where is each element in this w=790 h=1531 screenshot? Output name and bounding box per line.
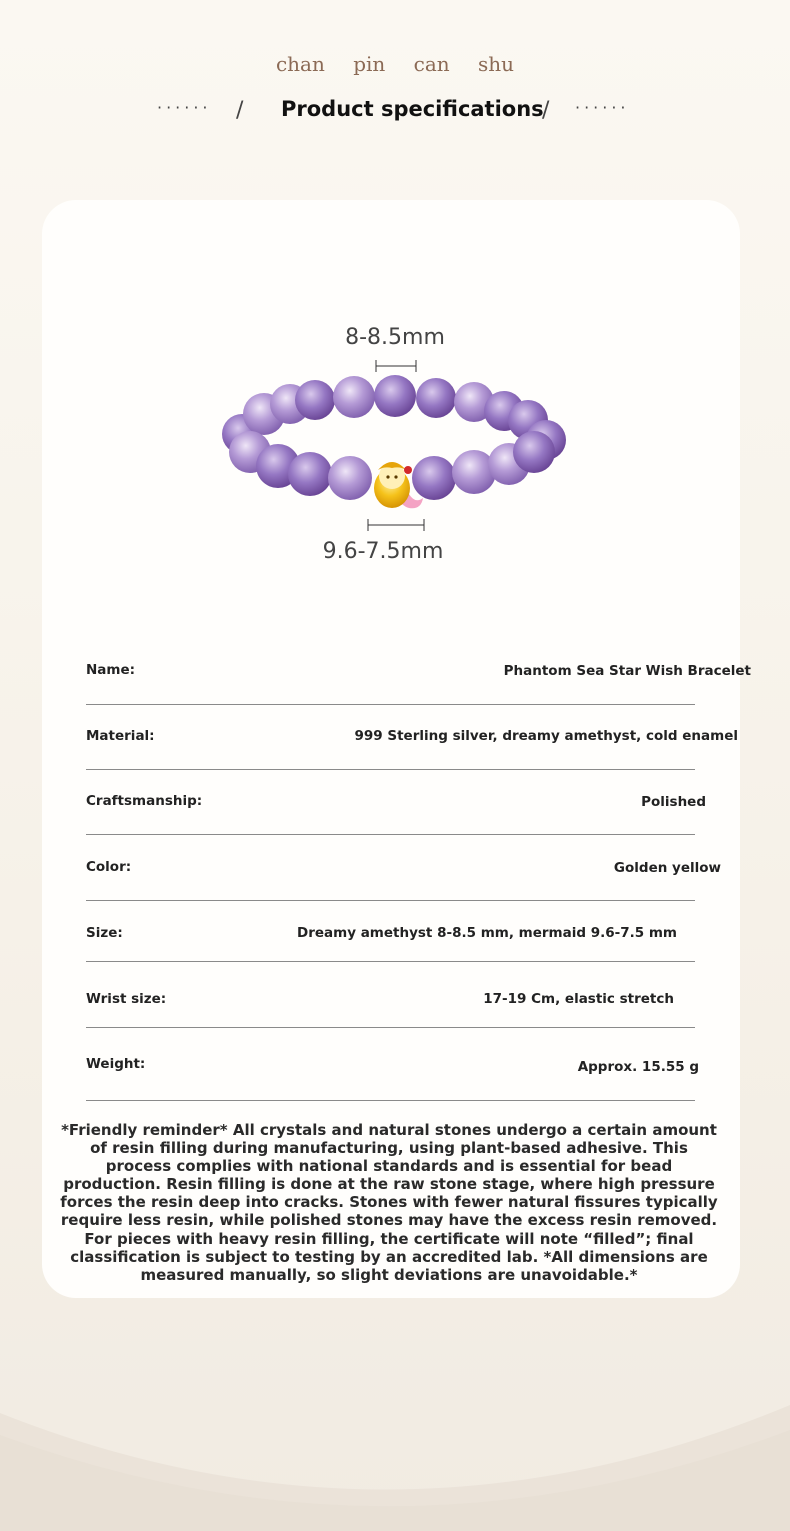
spec-value: 17-19 Cm, elastic stretch: [483, 991, 674, 1007]
spec-value: Approx. 15.55 g: [577, 1059, 699, 1075]
spec-row-wrist-size: [86, 961, 695, 1028]
spec-value: Dreamy amethyst 8-8.5 mm, mermaid 9.6-7.5 mm: [297, 925, 677, 941]
spec-label: Craftsmanship:: [86, 793, 203, 809]
spec-label: Name:: [86, 662, 136, 678]
decorative-dots-right: ······: [575, 98, 630, 117]
spec-value: Phantom Sea Star Wish Bracelet: [503, 663, 751, 679]
spec-row-size: [86, 900, 695, 962]
bracelet-image: [212, 352, 582, 532]
spec-row-craftsmanship: [86, 768, 706, 835]
spec-value: Golden yellow: [613, 860, 721, 876]
friendly-reminder-text: *Friendly reminder* All crystals and natural stones undergo a certain amount of resin filling during manufacturing, using plant-based adhesive. This process complies with national standards and is essential for bead production. Resin filling is done at the raw stone stage, where high pressure forces the resin deep into cracks. Stones with fewer natural fissures typically require less resin, while polished stones may have the excess resin removed. For pieces with heavy resin filling, the certificate will note “filled”; final classification is subject to testing by an accredited lab. *All dimensions are measured manually, so slight deviations are unavoidable.*: [60, 1121, 718, 1284]
spec-row-color: [86, 834, 721, 901]
section-heading: [0, 96, 790, 130]
bead-dimension-label: 8-8.5mm: [345, 325, 445, 350]
decorative-wave: [0, 1395, 790, 1531]
spec-row-material: [86, 703, 738, 770]
spec-label: Wrist size:: [86, 991, 167, 1007]
spec-label: Material:: [86, 728, 155, 744]
spec-label: Size:: [86, 925, 123, 941]
charm-dimension-label: 9.6-7.5mm: [322, 539, 444, 564]
decorative-dots-left: ······: [157, 98, 212, 117]
spec-value: Polished: [641, 794, 706, 810]
spec-row-weight: [86, 1027, 699, 1101]
decorative-slash-right: /: [542, 98, 550, 123]
page-title: Product specifications: [281, 97, 544, 121]
pinyin-word: chan: [275, 52, 325, 76]
spec-row-name: [86, 638, 751, 705]
pinyin-word: can: [413, 52, 450, 76]
spec-label: Weight:: [86, 1056, 146, 1072]
pinyin-word: shu: [478, 52, 515, 76]
spec-value: 999 Sterling silver, dreamy amethyst, cold enamel: [354, 728, 738, 744]
pinyin-subtitle: [0, 52, 790, 76]
pinyin-word: pin: [353, 52, 386, 76]
decorative-slash-left: /: [236, 98, 244, 123]
spec-label: Color:: [86, 859, 132, 875]
